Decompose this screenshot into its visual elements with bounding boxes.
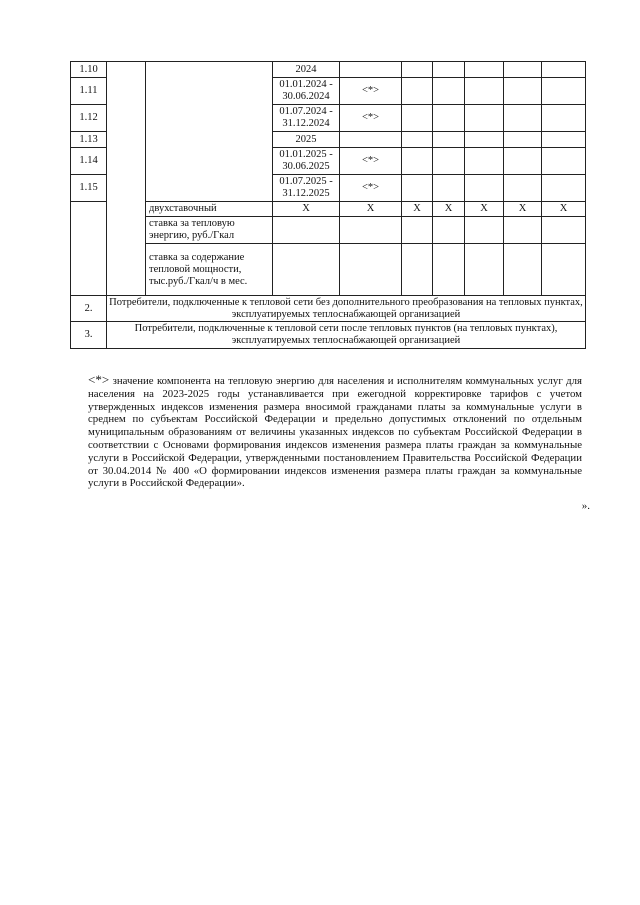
row-number: 1.14 xyxy=(71,148,107,175)
table-row xyxy=(71,244,586,296)
row-number: 1.13 xyxy=(71,132,107,148)
closing-quote: ». xyxy=(581,500,590,512)
value-cell: <*> xyxy=(340,78,402,105)
two-part-label: двухставочный xyxy=(146,202,273,217)
x-mark: X xyxy=(465,202,504,217)
footnote-mark: <*> xyxy=(88,372,110,387)
x-mark: X xyxy=(504,202,542,217)
table-row xyxy=(71,217,586,244)
section-number: 3. xyxy=(71,322,107,349)
section-number: 2. xyxy=(71,296,107,322)
table-row xyxy=(71,202,586,217)
value-cell xyxy=(340,132,402,148)
x-mark: X xyxy=(433,202,465,217)
x-mark: X xyxy=(542,202,586,217)
period-cell: 01.07.2024 - 31.12.2024 xyxy=(273,105,340,132)
period-cell: 2025 xyxy=(273,132,340,148)
value-cell xyxy=(340,62,402,78)
empty-cell xyxy=(107,62,146,296)
section-title: Потребители, подключенные к тепловой сети после тепловых пунктов (на тепловых пунктах), эксплуатируемых теплоснабжающей организацией xyxy=(107,322,586,349)
x-mark: X xyxy=(340,202,402,217)
rate-energy-label: ставка за тепловую энергию, руб./Гкал xyxy=(146,217,273,244)
tariff-table xyxy=(70,61,586,349)
value-cell: <*> xyxy=(340,105,402,132)
table-row xyxy=(71,62,586,78)
row-number: 1.12 xyxy=(71,105,107,132)
period-cell: 2024 xyxy=(273,62,340,78)
row-number: 1.11 xyxy=(71,78,107,105)
x-mark: X xyxy=(273,202,340,217)
rate-capacity-label: ставка за содержание тепловой мощности, тыс.руб./Гкал/ч в мес. xyxy=(146,244,273,296)
row-number: 1.15 xyxy=(71,175,107,202)
footnote-text: значение компонента на тепловую энергию для населения и исполнителям коммунальных услуг для населения на 2023-2025 годы устанавливается при ежегодной корректировке тарифов с учетом утвержденных индексов изменения размера вносимой гражданами платы за коммунальные услуги в среднем по субъектам Российской Федерации и предельно допустимых отклонений по отдельным муниципальным образованиям от величины указанных индексов по субъектам Российской Федерации в соответствии с Основами формирования индексов изменения размера платы граждан за коммунальные услуги в Российской Федерации, утвержденными постановлением Правительства Российской Федерации от 30.04.2014 № 400 «О формировании индексов изменения размера платы граждан за коммунальные услуги в Российской Федерации». xyxy=(88,375,582,490)
row-number: 1.10 xyxy=(71,62,107,78)
section-title: Потребители, подключенные к тепловой сети без дополнительного преобразования на тепловых пунктах, эксплуатируемых теплоснабжающей организацией xyxy=(107,296,586,322)
table-row xyxy=(71,322,586,349)
empty-cell xyxy=(71,202,107,296)
period-cell: 01.01.2024 - 30.06.2024 xyxy=(273,78,340,105)
period-cell: 01.01.2025 - 30.06.2025 xyxy=(273,148,340,175)
table-row xyxy=(71,296,586,322)
x-mark: X xyxy=(402,202,433,217)
value-cell: <*> xyxy=(340,148,402,175)
period-cell: 01.07.2025 - 31.12.2025 xyxy=(273,175,340,202)
value-cell: <*> xyxy=(340,175,402,202)
empty-cell xyxy=(146,62,273,202)
footnote xyxy=(88,374,582,490)
